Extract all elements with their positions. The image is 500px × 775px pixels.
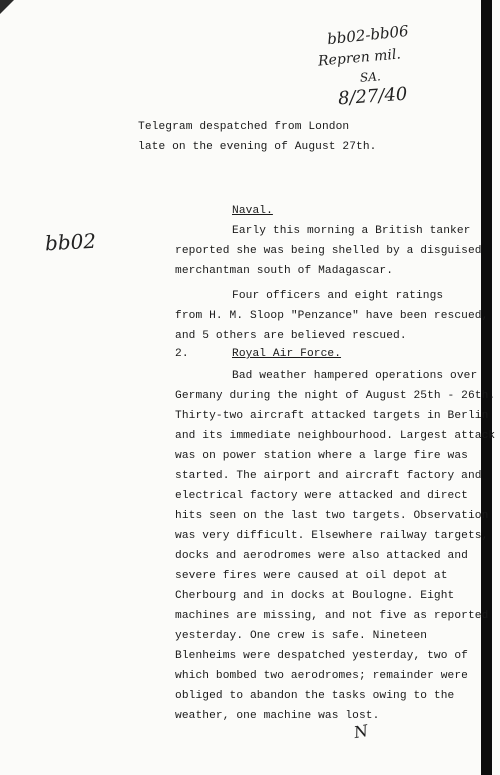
naval-p2-line-2: from H. M. Sloop "Penzance" have been rescued,: [175, 310, 489, 322]
raf-line: weather, one machine was lost.: [175, 710, 380, 722]
header-line-2: late on the evening of August 27th.: [138, 141, 377, 153]
raf-line: was very difficult. Elsewhere railway targets,: [175, 530, 489, 542]
header-line-1: Telegram despatched from London: [138, 121, 350, 133]
handwritten-info-line: Repren mil.: [317, 46, 402, 70]
raf-line: hits seen on the last two targets. Observation: [175, 510, 489, 522]
raf-line: Cherbourg and in docks at Boulogne. Eight: [175, 590, 455, 602]
naval-p1-line-3: merchantman south of Madagascar.: [175, 265, 394, 277]
handwritten-initials: N: [352, 720, 370, 743]
naval-p2-line-3: and 5 others are believed rescued.: [175, 330, 407, 342]
raf-line: Blenheims were despatched yesterday, two of: [175, 650, 468, 662]
handwritten-margin-number: bb02: [44, 228, 97, 256]
handwritten-ref-number: bb02-bb06: [326, 21, 410, 49]
raf-line: obliged to abandon the tasks owing to the: [175, 690, 455, 702]
raf-line: machines are missing, and not five as reported: [175, 610, 489, 622]
naval-p2-line-1: Four officers and eight ratings: [232, 290, 444, 302]
raf-line: and its immediate neighbourhood. Largest attack: [175, 430, 496, 442]
naval-p1-line-2: reported she was being shelled by a disguised: [175, 245, 482, 257]
raf-line: Bad weather hampered operations over: [232, 370, 478, 382]
raf-line: was on power station where a large fire was: [175, 450, 468, 462]
raf-line: which bombed two aerodromes; remainder were: [175, 670, 468, 682]
raf-line: Thirty-two aircraft attacked targets in Berlin: [175, 410, 489, 422]
handwritten-dept: SA.: [359, 69, 382, 85]
raf-line: severe fires were caused at oil depot at: [175, 570, 448, 582]
raf-heading: Royal Air Force.: [232, 348, 342, 360]
raf-line: docks and aerodromes were also attacked and: [175, 550, 468, 562]
raf-line: electrical factory were attacked and direct: [175, 490, 468, 502]
naval-p1-line-1: Early this morning a British tanker: [232, 225, 471, 237]
raf-line: Germany during the night of August 25th - 26th.: [175, 390, 496, 402]
raf-section-number: 2.: [175, 348, 189, 360]
raf-line: started. The airport and aircraft factory and: [175, 470, 482, 482]
raf-line: yesterday. One crew is safe. Nineteen: [175, 630, 428, 642]
handwritten-date: 8/27/40: [337, 83, 409, 110]
naval-heading: Naval.: [232, 205, 273, 217]
